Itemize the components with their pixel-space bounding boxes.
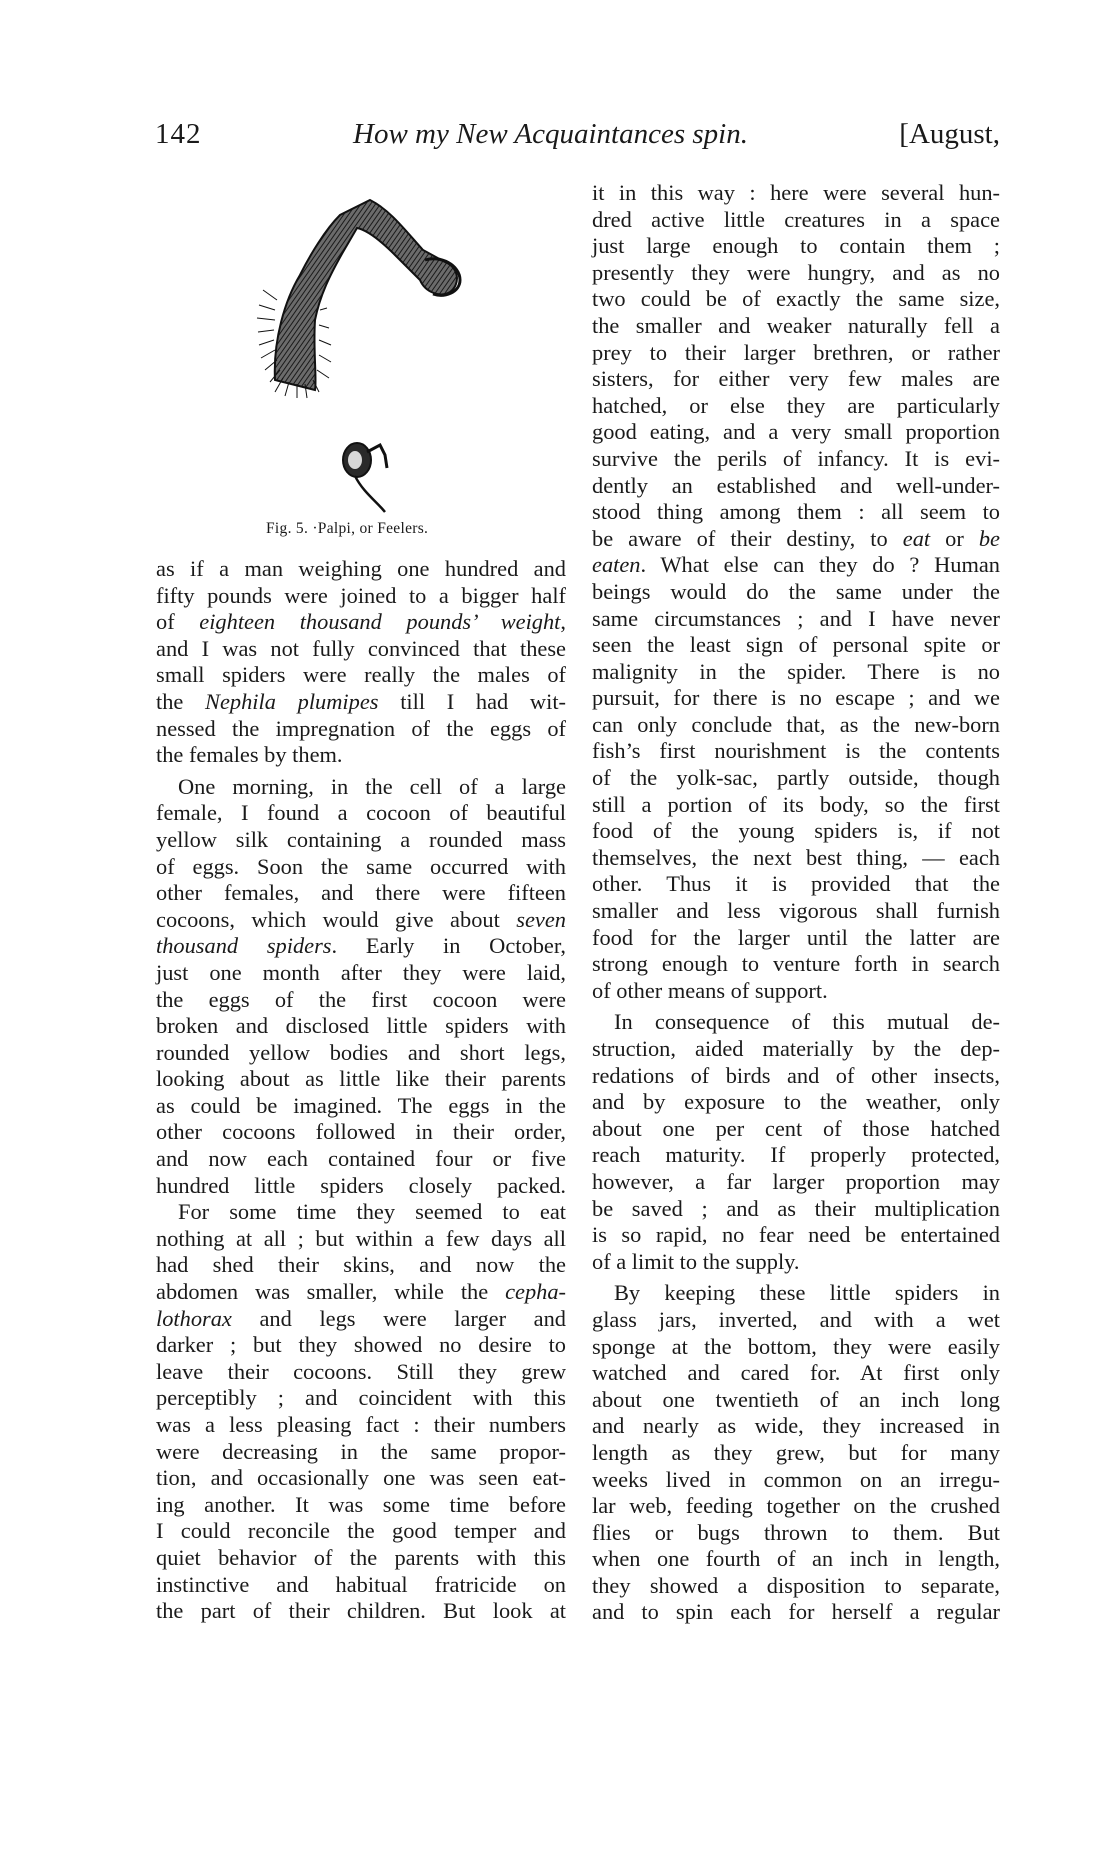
text-line [592, 871, 1000, 898]
text-segment: of a limit to the supply. [592, 1248, 800, 1274]
text-segment: as could be imagined. The eggs in the [156, 1092, 566, 1118]
text-segment: dently an established and well-under- [592, 472, 1000, 498]
text-line [592, 552, 1000, 579]
text-segment: is so rapid, no fear need be entertained [592, 1222, 1000, 1248]
text-line [156, 800, 566, 827]
text-segment: abdomen was smaller, while the [156, 1279, 506, 1305]
text-segment: other cocoons followed in their order, [156, 1119, 566, 1145]
italic-text: lothorax [156, 1305, 232, 1331]
text-line [156, 742, 566, 769]
text-segment: of eggs. Soon the same occurred with [156, 853, 566, 879]
text-line [156, 662, 566, 689]
text-line [592, 738, 1000, 765]
text-line [156, 907, 566, 934]
italic-text: thousand spiders [156, 933, 332, 959]
text-segment: . Early in October, [331, 933, 566, 959]
text-segment: good eating, and a very small proportion [592, 419, 1000, 445]
text-line [156, 609, 566, 636]
text-segment: flies or bugs thrown to them. But [592, 1519, 1000, 1545]
text-line [592, 526, 1000, 553]
text-line [156, 854, 566, 881]
text-line [592, 579, 1000, 606]
text-segment: they showed a disposition to separate, [592, 1572, 1000, 1598]
palp-small-icon [343, 443, 387, 512]
text-segment: leave their cocoons. Still they grew [156, 1358, 566, 1384]
text-line [592, 1334, 1000, 1361]
text-segment: just large enough to contain them ; [592, 233, 1000, 259]
text-segment: sponge at the bottom, they were easily [592, 1333, 1000, 1359]
text-segment: quiet behavior of the parents with this [156, 1544, 566, 1570]
text-line [156, 1093, 566, 1120]
text-line [156, 827, 566, 854]
text-line [592, 1599, 1000, 1626]
text-segment: and nearly as wide, they increased in [592, 1413, 1000, 1439]
text-segment: nessed the impregnation of the eggs of [156, 715, 566, 741]
text-line [156, 933, 566, 960]
text-line [156, 1359, 566, 1386]
text-segment: be saved ; and as their multiplication [592, 1195, 1000, 1221]
palp-large-icon [257, 200, 460, 398]
text-line [592, 1280, 1000, 1307]
text-line [592, 1440, 1000, 1467]
text-line [592, 180, 1000, 207]
text-segment: looking about as little like their parents [156, 1066, 566, 1092]
italic-text: eat [902, 525, 931, 551]
text-segment: of the yolk-sac, partly outside, though [592, 765, 1000, 791]
text-line [156, 1572, 566, 1599]
italic-text: eaten [592, 552, 641, 578]
text-segment: ing another. It was some time before [156, 1491, 566, 1517]
text-segment: the [156, 688, 206, 714]
text-segment: however, a far larger proportion may [592, 1168, 1000, 1194]
text-line [592, 260, 1000, 287]
text-segment: seen the least sign of personal spite or [592, 632, 1000, 658]
text-segment: yellow silk containing a rounded mass [156, 826, 566, 852]
text-segment: smaller and less vigorous shall furnish [592, 898, 1000, 924]
text-line [156, 1518, 566, 1545]
text-segment: the eggs of the first cocoon were [156, 986, 566, 1012]
text-line [592, 1196, 1000, 1223]
figure-caption: Fig. 5. ·Palpi, or Feelers. [266, 520, 429, 537]
text-line [156, 1332, 566, 1359]
text-segment: or [930, 525, 979, 551]
text-segment: glass jars, inverted, and with a wet [592, 1306, 1000, 1332]
text-segment: of [156, 609, 200, 635]
text-segment: and I was not fully convinced that these [156, 635, 566, 661]
text-line [592, 712, 1000, 739]
text-segment: darker ; but they showed no desire to [156, 1332, 566, 1358]
palpi-illustration [255, 180, 575, 520]
left-column [156, 556, 566, 1625]
text-line [592, 1142, 1000, 1169]
text-segment: dred active little creatures in a space [592, 206, 1000, 232]
text-line [592, 1493, 1000, 1520]
text-segment: In consequence of this mutual de- [614, 1009, 1000, 1035]
text-line [592, 1009, 1000, 1036]
text-segment: same circumstances ; and I have never [592, 605, 1000, 631]
text-line [156, 1199, 566, 1226]
text-segment: of other means of support. [592, 977, 828, 1003]
text-segment: food for the larger until the latter are [592, 924, 1000, 950]
text-line [156, 880, 566, 907]
text-line [592, 659, 1000, 686]
text-segment: when one fourth of an inch in length, [592, 1546, 1000, 1572]
running-title: How my New Acquaintances spin. [353, 118, 748, 150]
text-line [156, 1465, 566, 1492]
text-segment: as if a man weighing one hundred and [156, 556, 566, 581]
text-segment: survive the perils of infancy. It is evi- [592, 445, 1000, 471]
text-segment: and by exposure to the weather, only [592, 1089, 1000, 1115]
text-segment: cocoons, which would give about [156, 906, 517, 932]
text-segment: beings would do the same under the [592, 578, 1000, 604]
text-line [592, 499, 1000, 526]
text-line [156, 1412, 566, 1439]
text-segment: the females by them. [156, 742, 343, 768]
text-segment: perceptibly ; and coincident with this [156, 1385, 566, 1411]
text-line [156, 960, 566, 987]
text-segment: , [560, 609, 567, 635]
text-segment: sisters, for either very few males are [592, 366, 1000, 392]
figure-palpi [255, 180, 575, 535]
text-segment: struction, aided materially by the dep- [592, 1036, 1000, 1061]
text-segment: instinctive and habitual fratricide on [156, 1571, 566, 1597]
text-line [592, 632, 1000, 659]
text-line [592, 207, 1000, 234]
text-segment: . What else can they do ? Human [640, 552, 1000, 578]
text-line [156, 583, 566, 610]
text-segment: rounded yellow bodies and short legs, [156, 1039, 566, 1065]
text-line [592, 1222, 1000, 1249]
text-segment: One morning, in the cell of a large [178, 773, 566, 799]
text-segment: and to spin each for herself a regular [592, 1599, 1000, 1625]
text-line [592, 340, 1000, 367]
running-date: [August, [899, 118, 1000, 150]
text-line [156, 1066, 566, 1093]
text-segment: lar web, feeding together on the crushed [592, 1493, 1000, 1519]
text-line [592, 393, 1000, 420]
text-line [592, 1169, 1000, 1196]
text-segment: two could be of exactly the same size, [592, 286, 1000, 312]
right-column [592, 180, 1000, 1626]
text-segment: it in this way : here were several hun- [592, 180, 1000, 205]
text-segment: till I had wit- [378, 688, 566, 714]
text-line [592, 1063, 1000, 1090]
text-line [592, 313, 1000, 340]
text-line [592, 366, 1000, 393]
text-line [592, 286, 1000, 313]
text-segment: For some time they seemed to eat [178, 1199, 566, 1225]
text-segment: small spiders were really the males of [156, 662, 566, 688]
text-segment: nothing at all ; but within a few days all [156, 1225, 566, 1251]
text-segment: broken and disclosed little spiders with [156, 1013, 566, 1039]
text-line [592, 233, 1000, 260]
text-line [592, 1573, 1000, 1600]
text-segment: food of the young spiders is, if not [592, 818, 1000, 844]
text-segment: other females, and there were fifteen [156, 880, 566, 906]
text-line [156, 689, 566, 716]
text-line [156, 1252, 566, 1279]
text-segment: were decreasing in the same propor- [156, 1438, 566, 1464]
text-line [592, 845, 1000, 872]
text-segment: hundred little spiders closely packed. [156, 1172, 566, 1198]
text-segment: prey to their larger brethren, or rather [592, 339, 1000, 365]
text-line [592, 1089, 1000, 1116]
text-line [156, 1598, 566, 1625]
text-line [156, 1013, 566, 1040]
text-line [156, 636, 566, 663]
text-line [592, 765, 1000, 792]
text-segment: length as they grew, but for many [592, 1439, 1000, 1465]
text-segment: I could reconcile the good temper and [156, 1518, 566, 1544]
text-line [592, 1520, 1000, 1547]
text-line [156, 1545, 566, 1572]
text-segment: strong enough to venture forth in search [592, 951, 1000, 977]
text-line [592, 685, 1000, 712]
text-segment: was a less pleasing fact : their numbers [156, 1412, 566, 1437]
text-segment: and legs were larger and [231, 1305, 566, 1331]
text-line [156, 987, 566, 1014]
text-line [592, 898, 1000, 925]
text-segment: redations of birds and of other insects, [592, 1062, 1000, 1088]
text-segment: and now each contained four or five [156, 1146, 566, 1172]
text-segment: other. Thus it is provided that the [592, 871, 1000, 897]
text-segment: fifty pounds were joined to a bigger half [156, 582, 566, 608]
text-segment: watched and cared for. At first only [592, 1360, 1000, 1386]
text-line [156, 1226, 566, 1253]
italic-text: eighteen thousand pounds’ weight [199, 609, 561, 635]
italic-text: be [978, 525, 1000, 551]
text-line [592, 1546, 1000, 1573]
text-line [156, 716, 566, 743]
text-line [592, 1307, 1000, 1334]
text-line [592, 419, 1000, 446]
italic-text: Nephila plumipes [205, 688, 379, 714]
text-line [592, 978, 1000, 1005]
text-segment: just one month after they were laid, [156, 959, 566, 985]
page-number: 142 [155, 118, 202, 150]
text-line [156, 1492, 566, 1519]
text-line [592, 818, 1000, 845]
text-line [156, 556, 566, 583]
text-line [156, 1306, 566, 1333]
text-segment: had shed their skins, and now the [156, 1252, 566, 1278]
text-segment: about one per cent of those hatched [592, 1115, 1000, 1141]
text-segment: fish’s first nourishment is the contents [592, 738, 1000, 764]
text-segment: stood thing among them : all seem to [592, 499, 1000, 525]
text-line [592, 606, 1000, 633]
text-segment: themselves, the next best thing, — each [592, 844, 1000, 870]
text-segment: still a portion of its body, so the first [592, 791, 1000, 817]
text-segment: reach maturity. If properly protected, [592, 1142, 1000, 1168]
italic-text: seven [516, 906, 566, 932]
text-segment: malignity in the spider. There is no [592, 658, 1000, 684]
text-line [592, 446, 1000, 473]
text-segment: weeks lived in common on an irregu- [592, 1466, 1000, 1492]
text-segment: the smaller and weaker naturally fell a [592, 312, 1000, 338]
text-line [592, 792, 1000, 819]
text-line [156, 1385, 566, 1412]
text-line [592, 473, 1000, 500]
text-line [156, 1279, 566, 1306]
text-line [156, 1119, 566, 1146]
running-header [155, 118, 1000, 158]
text-segment: pursuit, for there is no escape ; and we [592, 685, 1000, 711]
text-line [592, 925, 1000, 952]
text-line [156, 1439, 566, 1466]
text-line [156, 1146, 566, 1173]
text-line [592, 1413, 1000, 1440]
text-line [592, 951, 1000, 978]
text-segment: By keeping these little spiders in [614, 1280, 1000, 1306]
text-segment: presently they were hungry, and as no [592, 259, 1000, 285]
text-line [592, 1467, 1000, 1494]
text-line [156, 774, 566, 801]
text-segment: about one twentieth of an inch long [592, 1386, 1000, 1412]
italic-text: cepha- [505, 1279, 566, 1305]
text-segment: can only conclude that, as the new-born [592, 711, 1000, 737]
text-segment: hatched, or else they are particularly [592, 392, 1000, 418]
text-line [156, 1040, 566, 1067]
text-segment: female, I found a cocoon of beautiful [156, 800, 566, 826]
text-line [592, 1249, 1000, 1276]
text-segment: be aware of their destiny, to [592, 525, 903, 551]
text-line [592, 1360, 1000, 1387]
text-segment: the part of their children. But look at [156, 1598, 566, 1624]
text-line [592, 1116, 1000, 1143]
text-line [156, 1173, 566, 1200]
text-line [592, 1387, 1000, 1414]
text-line [592, 1036, 1000, 1063]
text-segment: tion, and occasionally one was seen eat- [156, 1465, 566, 1491]
